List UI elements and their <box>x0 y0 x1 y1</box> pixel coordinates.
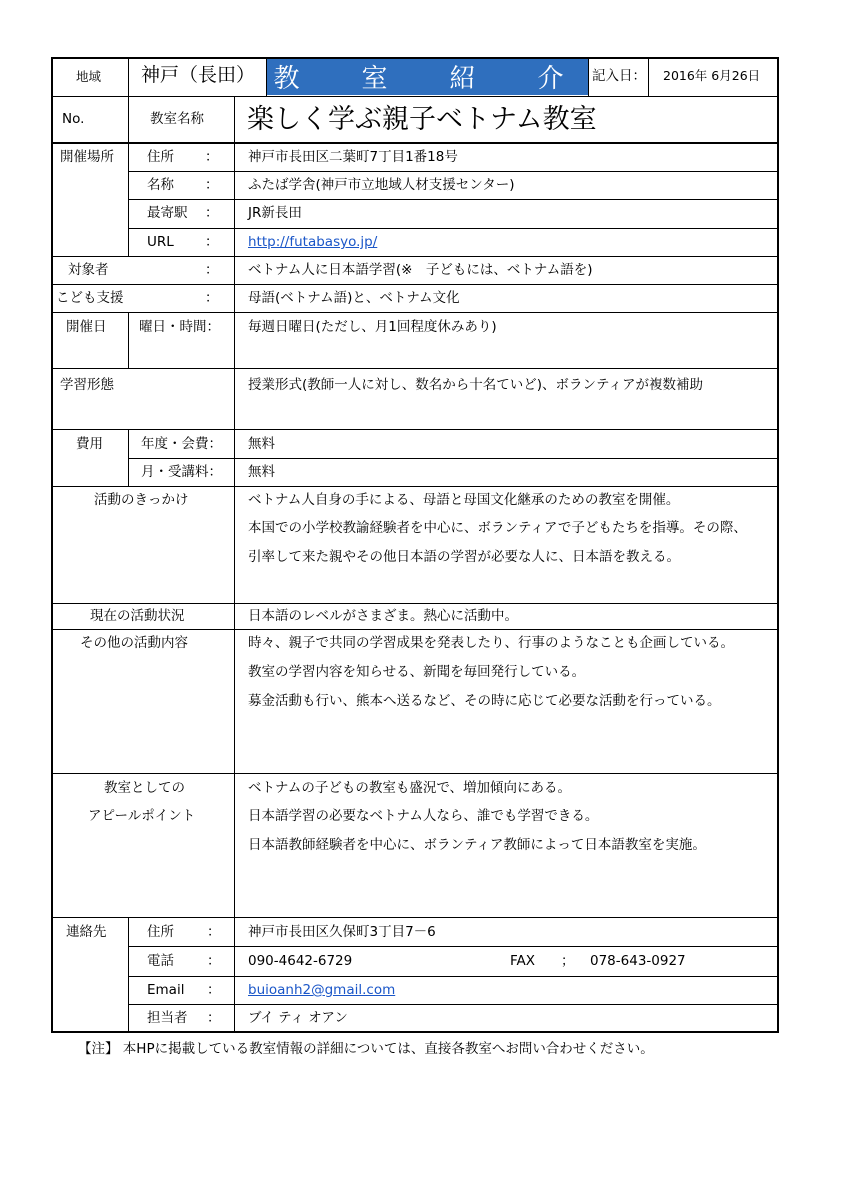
contact-fax-colon: ； <box>561 953 575 969</box>
banner-title: 教 室 紹 介 <box>273 64 582 94</box>
footer-note: 【注】 本HPに掲載している教室情報の詳細については、直接各教室へお問い合わせください。 <box>78 1041 654 1057</box>
classroom-name-label: 教室名称 <box>150 111 204 127</box>
fees-monthly-label: 月・受講料： <box>141 464 222 480</box>
appeal-line: 日本語教師経験者を中心に、ボランティア教師によって日本語教室を実施。 <box>248 837 706 853</box>
venue-station-colon: ： <box>205 205 219 221</box>
contact-person-value: ブイ ティ オアン <box>248 1010 348 1026</box>
venue-url-colon: ： <box>205 234 219 250</box>
venue-address-colon: ： <box>205 149 219 165</box>
trigger-line: 引率して来た親やその他日本語の学習が必要な人に、日本語を教える。 <box>248 549 680 565</box>
venue-address-label: 住所 <box>147 149 174 165</box>
venue-station-label: 最寄駅 <box>147 205 188 221</box>
child-support-value: 母語(ベトナム語)と、ベトナム文化 <box>248 290 460 306</box>
schedule-sub-label: 曜日・時間： <box>139 319 220 335</box>
region-label: 地域 <box>76 69 102 84</box>
target-colon: ： <box>205 262 219 278</box>
schedule-label: 開催日 <box>66 319 107 335</box>
child-support-label: こども支援 <box>56 290 124 306</box>
venue-url-link[interactable]: http://futabasyo.jp/ <box>248 234 378 250</box>
other-activities-line: 時々、親子で共同の学習成果を発表したり、行事のようなことも企画している。 <box>248 635 734 651</box>
fees-monthly-value: 無料 <box>248 464 275 480</box>
contact-address-label: 住所 <box>147 924 174 940</box>
current-status-value: 日本語のレベルがさまざま。熱心に活動中。 <box>248 608 518 624</box>
contact-email-label: Email <box>147 982 185 998</box>
appeal-line: 日本語学習の必要なベトナム人なら、誰でも学習できる。 <box>248 808 599 824</box>
contact-person-colon: ： <box>207 1010 221 1026</box>
contact-label: 連絡先 <box>66 924 107 940</box>
fees-label: 費用 <box>76 436 103 452</box>
appeal-line: ベトナムの子どもの教室も盛況で、増加傾向にある。 <box>248 780 572 796</box>
venue-name-value: ふたば学舎(神戸市立地域人材支援センター) <box>248 177 515 193</box>
target-value: ベトナム人に日本語学習(※ 子どもには、ベトナム語を) <box>248 262 593 278</box>
no-label: No. <box>62 111 85 127</box>
study-style-label: 学習形態 <box>60 377 114 393</box>
contact-phone-colon: ： <box>207 953 221 969</box>
contact-fax-label: FAX <box>510 953 536 969</box>
contact-person-label: 担当者 <box>147 1010 188 1026</box>
region-value: 神戸（長田） <box>141 64 256 86</box>
venue-url-label: URL <box>147 234 174 250</box>
classroom-name: 楽しく学ぶ親子ベトナム教室 <box>247 104 597 135</box>
appeal-label-line1: 教室としての <box>104 780 185 796</box>
contact-address-value: 神戸市長田区久保町3丁目7－6 <box>248 924 436 940</box>
schedule-value: 毎週日曜日(ただし、月1回程度休みあり) <box>248 319 497 335</box>
trigger-line: ベトナム人自身の手による、母語と母国文化継承のための教室を開催。 <box>248 492 680 508</box>
trigger-label: 活動のきっかけ <box>94 492 189 508</box>
other-activities-line: 教室の学習内容を知らせる、新聞を毎回発行している。 <box>248 664 586 680</box>
target-label: 対象者 <box>68 262 109 278</box>
venue-address-value: 神戸市長田区二葉町7丁目1番18号 <box>248 149 458 165</box>
fees-annual-label: 年度・会費： <box>141 436 222 452</box>
date-label: 記入日： <box>592 68 646 84</box>
fees-annual-value: 無料 <box>248 436 275 452</box>
contact-phone-label: 電話 <box>147 953 174 969</box>
venue-name-label: 名称 <box>147 177 174 193</box>
venue-section-label: 開催場所 <box>60 149 114 165</box>
page-banner <box>267 58 588 95</box>
other-activities-label: その他の活動内容 <box>80 635 188 651</box>
child-support-colon: ： <box>205 290 219 306</box>
contact-phone-value: 090-4642-6729 <box>248 953 353 969</box>
contact-fax-value: 078-643-0927 <box>590 953 686 969</box>
other-activities-line: 募金活動も行い、熊本へ送るなど、その時に応じて必要な活動を行っている。 <box>248 693 721 709</box>
appeal-label-line2: アピールポイント <box>88 808 196 824</box>
study-style-value: 授業形式(教師一人に対し、数名から十名ていど)、ボランティアが複数補助 <box>248 377 703 393</box>
trigger-line: 本国での小学校教諭経験者を中心に、ボランティアで子どもたちを指導。その際、 <box>248 520 747 536</box>
venue-name-colon: ： <box>205 177 219 193</box>
contact-email-link[interactable]: buioanh2@gmail.com <box>248 982 396 998</box>
date-value: 2016年 6月26日 <box>663 68 761 83</box>
contact-address-colon: ： <box>207 924 221 940</box>
venue-station-value: JR新長田 <box>248 205 302 221</box>
contact-email-colon: ： <box>207 982 221 998</box>
current-status-label: 現在の活動状況 <box>90 608 185 624</box>
